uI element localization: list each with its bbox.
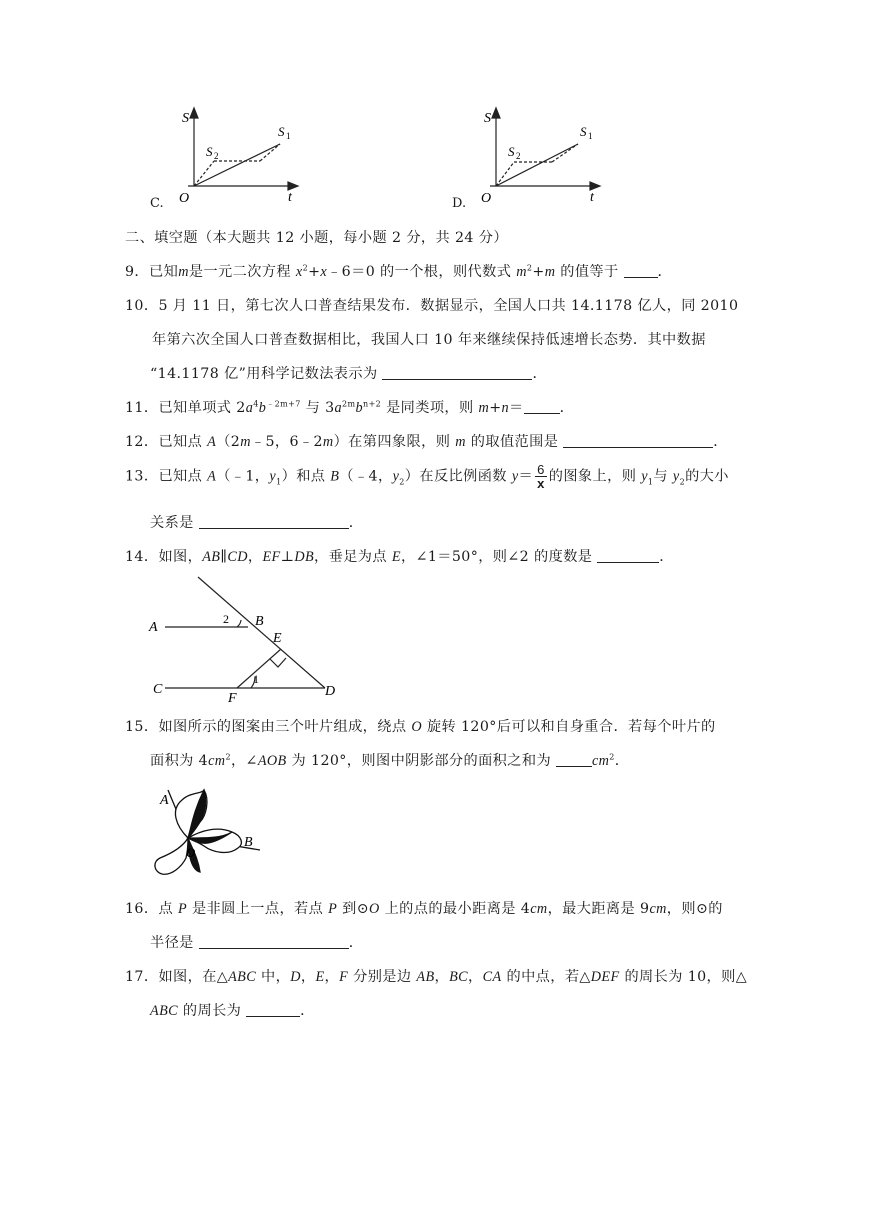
graph-option-d xyxy=(450,106,610,216)
q14-text: ，垂足为点 xyxy=(314,549,392,565)
q14-var: AB xyxy=(202,549,221,565)
q11-text: ＝ xyxy=(508,400,524,416)
q17-text: ， xyxy=(300,969,316,985)
q12-var: m xyxy=(455,434,466,450)
q9-text: 是一元二次方程 xyxy=(188,264,296,280)
s-axis-label: S xyxy=(484,111,491,126)
q9-var-m: m xyxy=(544,264,556,280)
right-angle-mark-icon xyxy=(270,658,286,667)
q15-text: 15．如图所示的图案由三个叶片组成，绕点 xyxy=(125,719,412,735)
q17-text: 中， xyxy=(256,969,291,985)
q14-text: ， xyxy=(247,549,263,565)
q17-text: 的周长为 10，则△ xyxy=(619,969,748,985)
figure-14-parallel-lines xyxy=(145,575,355,705)
s2-subscript: 2 xyxy=(214,151,219,161)
q13-var: y xyxy=(392,468,400,485)
q11-text: 是同类项，则 xyxy=(381,400,479,416)
q11-var: b xyxy=(355,400,364,416)
s1-subscript: 1 xyxy=(588,131,593,141)
q14-var: CD xyxy=(227,549,248,565)
q13-subscript: 2 xyxy=(679,477,686,487)
q17-text: ， xyxy=(324,969,340,985)
answer-blank-14[interactable] xyxy=(597,548,659,563)
s-axis-arrow-icon xyxy=(492,108,500,118)
q10-text: “14.1178 亿”用科学记数法表示为 xyxy=(150,366,383,382)
q14-text: ，∠1＝50°，则∠2 的度数是 xyxy=(400,549,598,565)
q11-var: b xyxy=(258,400,267,416)
q14-text: 14．如图， xyxy=(125,549,203,565)
origin-label: O xyxy=(179,191,190,206)
s2-dashed-end xyxy=(552,144,578,162)
q12-text: 12．已知点 xyxy=(125,434,208,450)
q9-text: 9．已知 xyxy=(125,264,179,280)
s2-subscript: 2 xyxy=(516,151,521,161)
q11-var: m xyxy=(478,400,490,416)
question-10-line-1: 10．5 月 11 日，第七次人口普查结果发布．数据显示，全国人口共 14.1178 亿人，同 2010 xyxy=(125,298,739,314)
q15-var: AOB xyxy=(257,753,287,769)
s1-label: S xyxy=(278,124,285,139)
s2-dashed-start xyxy=(496,162,514,186)
q9-var-x: x xyxy=(320,264,328,280)
q13-text: ＝ xyxy=(518,468,534,485)
q13-end: ． xyxy=(348,515,364,531)
left-leaf-outline xyxy=(155,838,188,874)
s2-dashed-start xyxy=(194,161,214,186)
question-13 xyxy=(125,463,729,490)
q15-text: 旋转 120°后可以和自身重合．若每个叶片的 xyxy=(422,719,716,735)
q17-var: CA xyxy=(482,969,502,985)
q16-unit: cm xyxy=(530,901,548,917)
line-ef xyxy=(237,649,281,688)
q14-end: ． xyxy=(659,549,674,565)
q9-text: + xyxy=(532,264,545,280)
t-axis-arrow-icon xyxy=(288,182,298,190)
question-13-line-2 xyxy=(150,512,363,532)
q9-var-m: m xyxy=(516,264,527,280)
q14-text: ⊥ xyxy=(280,549,295,565)
option-c-label: C. xyxy=(150,196,164,211)
question-11 xyxy=(125,397,574,417)
answer-blank-10[interactable] xyxy=(382,365,532,380)
q12-text: ）在第四象限，则 xyxy=(333,434,456,450)
q9-var-m: m xyxy=(178,264,189,280)
q16-var: O xyxy=(369,901,380,917)
q13-var: y xyxy=(672,468,680,485)
q13-var: B xyxy=(330,468,340,485)
q11-text: + xyxy=(489,400,502,416)
graph-option-c xyxy=(148,106,308,216)
q15-end: ． xyxy=(614,753,630,769)
q13-var: y xyxy=(641,468,648,485)
label-e: E xyxy=(273,631,282,646)
q17-var: BC xyxy=(449,969,469,985)
q14-text: ∥ xyxy=(220,549,228,565)
q11-end: ． xyxy=(559,400,575,416)
question-16 xyxy=(125,898,723,918)
q16-end: ． xyxy=(348,935,364,951)
answer-blank-9[interactable] xyxy=(624,263,658,278)
q15-exponent: 2 xyxy=(225,752,231,762)
q13-text: 关系是 xyxy=(150,515,199,531)
q13-subscript: 2 xyxy=(399,477,405,487)
question-12 xyxy=(125,431,728,451)
q13-text: ）和点 xyxy=(281,468,331,485)
q17-text: 的周长为 xyxy=(178,1003,247,1019)
q17-text: 17．如图，在△ xyxy=(125,969,229,985)
q12-var: A xyxy=(207,434,217,450)
q11-var: n xyxy=(501,400,509,416)
t-axis-arrow-icon xyxy=(590,182,600,190)
question-9 xyxy=(125,261,672,281)
label-d: D xyxy=(325,684,336,699)
q16-text: 到⊙ xyxy=(337,901,370,917)
answer-blank-15[interactable] xyxy=(556,752,592,767)
fraction-numerator: 6 xyxy=(537,462,545,477)
angle-2-arc xyxy=(237,620,241,627)
question-10-line-3 xyxy=(150,363,547,383)
q13-var: y xyxy=(511,468,519,485)
q16-var: P xyxy=(177,901,188,917)
q9-text: ﹣6＝0 的一个根，则代数式 xyxy=(327,264,517,280)
label-a: A xyxy=(149,620,158,635)
q15-text: ，∠ xyxy=(230,753,258,769)
q17-var: DEF xyxy=(590,969,620,985)
q15-text: 为 120°，则图中阴影部分的面积之和为 xyxy=(286,753,556,769)
q17-end: ． xyxy=(300,1003,315,1019)
label-a: A xyxy=(160,793,169,808)
q12-text: 的取值范围是 xyxy=(465,434,564,450)
q15-var: O xyxy=(411,719,422,735)
s-axis-arrow-icon xyxy=(190,108,198,118)
q15-unit: cm xyxy=(591,753,610,769)
q15-exponent: 2 xyxy=(609,752,615,762)
q9-end: ． xyxy=(657,264,673,280)
q12-text: （2 xyxy=(216,434,241,450)
q9-var-x: x xyxy=(295,264,303,280)
q16-text: ，则⊙的 xyxy=(666,901,723,917)
section-title: 二、填空题（本大题共 12 小题，每小题 2 分，共 24 分） xyxy=(125,230,508,246)
q17-var: F xyxy=(339,969,349,985)
q16-text: 16．点 xyxy=(125,901,178,917)
q11-text: 11．已知单项式 2 xyxy=(125,400,246,416)
q17-var: ABC xyxy=(228,969,257,985)
label-c: C xyxy=(153,682,163,697)
q9-text: 的值等于 xyxy=(555,264,624,280)
option-d-label: D. xyxy=(452,196,467,211)
q9-exponent: 2 xyxy=(526,263,533,273)
t-axis-label: t xyxy=(288,190,292,205)
q16-text: 上的点的最小距离是 4 xyxy=(379,901,531,917)
q13-var: y xyxy=(269,468,277,485)
q10-end: ． xyxy=(532,366,548,382)
q17-text: ， xyxy=(434,969,450,985)
fraction-6-over-x xyxy=(535,463,547,490)
q17-text: 的中点，若△ xyxy=(501,969,591,985)
q11-exponent: 2m xyxy=(342,399,356,409)
q12-var: m xyxy=(322,434,334,450)
origin-label: O xyxy=(481,191,492,206)
t-axis-label: t xyxy=(590,190,594,205)
q9-exponent: 2 xyxy=(302,263,309,273)
question-15-line-1 xyxy=(125,716,716,736)
q17-text: 分别是边 xyxy=(348,969,417,985)
q13-text: （﹣1， xyxy=(216,468,270,485)
q11-exponent: n+2 xyxy=(363,399,382,409)
q13-text: ）在反比例函数 xyxy=(404,468,512,485)
q13-var: A xyxy=(207,468,217,485)
label-o: O xyxy=(186,845,196,860)
q13-text: （﹣4， xyxy=(339,468,393,485)
fraction-denominator: x xyxy=(537,476,545,491)
q13-text: 的图象上，则 xyxy=(548,468,642,485)
q12-end: ． xyxy=(713,434,728,450)
q11-text: 与 3 xyxy=(300,400,335,416)
q16-unit: cm xyxy=(649,901,667,917)
q15-text: 面积为 4 xyxy=(150,753,209,769)
question-16-line-2 xyxy=(150,932,363,952)
question-15-line-2 xyxy=(150,750,629,770)
q17-text: ， xyxy=(468,969,483,985)
question-17-line-2 xyxy=(150,1000,315,1020)
answer-blank-12[interactable] xyxy=(563,433,713,448)
q12-var: m xyxy=(240,434,251,450)
answer-blank-11[interactable] xyxy=(524,399,560,414)
q16-var: P xyxy=(328,901,338,917)
angle-1-label: 1 xyxy=(253,672,259,686)
answer-blank-17[interactable] xyxy=(246,1002,300,1017)
answer-blank-13[interactable] xyxy=(199,514,349,529)
label-b: B xyxy=(244,835,253,850)
s2-label: S xyxy=(206,144,213,159)
label-f: F xyxy=(228,691,237,705)
q13-subscript: 1 xyxy=(647,477,654,487)
question-17 xyxy=(125,966,747,986)
answer-blank-16[interactable] xyxy=(199,934,349,949)
label-b: B xyxy=(255,614,264,629)
q17-var: E xyxy=(315,969,325,985)
q16-text: 是非圆上一点，若点 xyxy=(187,901,329,917)
q15-unit: cm xyxy=(208,753,226,769)
q11-exponent: 4 xyxy=(253,399,259,409)
q17-var: AB xyxy=(416,969,435,985)
q11-var: a xyxy=(334,400,343,416)
q17-var: D xyxy=(290,969,301,985)
s2-label: S xyxy=(508,144,515,159)
s1-subscript: 1 xyxy=(286,131,291,141)
q14-var: DB xyxy=(294,549,315,565)
q11-exponent: ﹣2m+7 xyxy=(266,399,301,409)
line-bd xyxy=(198,577,325,688)
question-14 xyxy=(125,546,674,566)
s1-label: S xyxy=(580,124,587,139)
q14-var: E xyxy=(391,549,401,565)
figure-15-three-leaf-pattern xyxy=(148,786,268,886)
q13-text: 与 xyxy=(653,468,673,485)
q11-var: a xyxy=(245,400,254,416)
q16-text: ，最大距离是 9 xyxy=(547,901,650,917)
q9-text: + xyxy=(308,264,321,280)
s-axis-label: S xyxy=(182,111,189,126)
q13-text: 的大小 xyxy=(685,468,729,485)
question-10-line-2: 年第六次全国人口普查数据相比，我国人口 10 年来继续保持低速增长态势．其中数据 xyxy=(152,332,706,348)
q17-var: ABC xyxy=(150,1003,178,1019)
q12-text: ﹣5，6﹣2 xyxy=(250,434,323,450)
angle-2-label: 2 xyxy=(223,612,229,626)
q13-text: 13．已知点 xyxy=(125,468,208,485)
q14-var: EF xyxy=(262,549,281,565)
q16-text: 半径是 xyxy=(150,935,199,951)
q13-subscript: 1 xyxy=(276,477,282,487)
